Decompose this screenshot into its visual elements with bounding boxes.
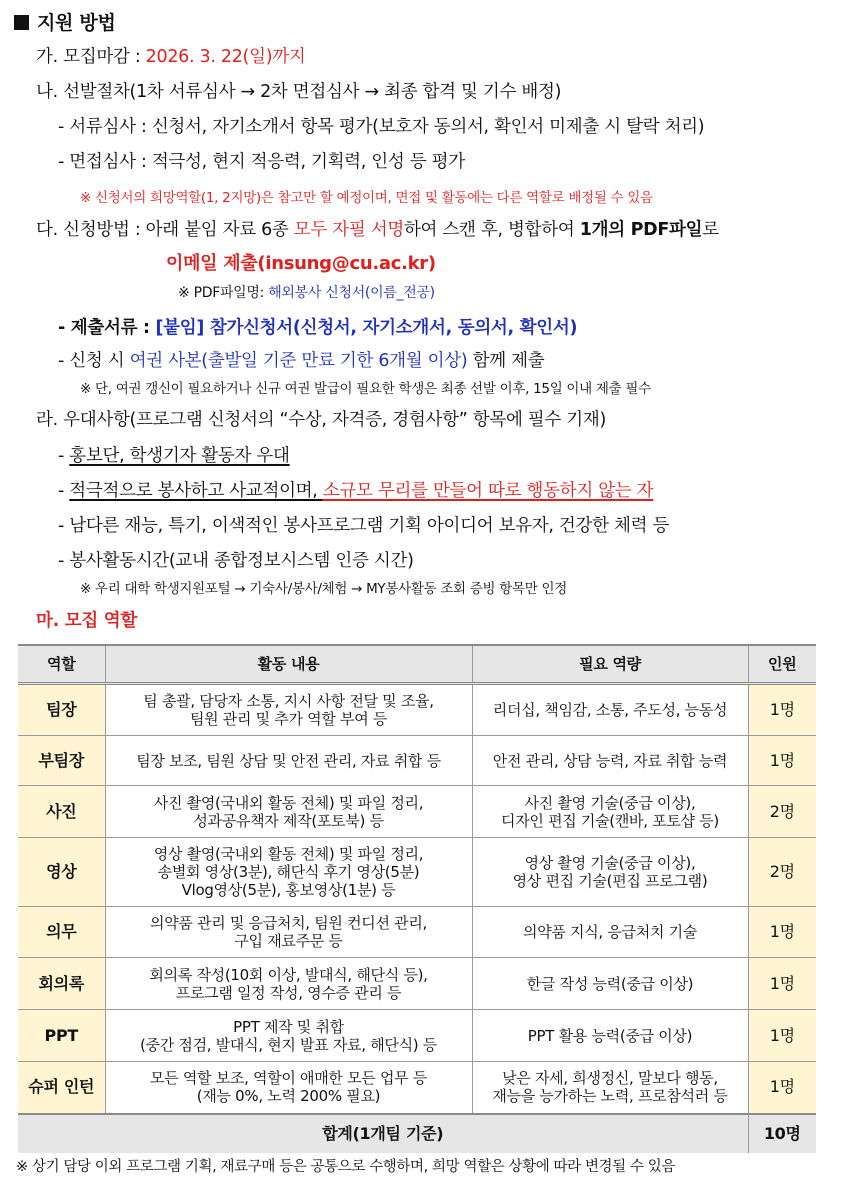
application-method bbox=[36, 216, 719, 241]
table-row bbox=[18, 736, 816, 786]
activity-cell: 모든 역할 보조, 역할이 애매한 모든 업무 등 (재능 0%, 노력 200% 필요) bbox=[105, 1062, 472, 1114]
skills-cell: 사진 촬영 기술(중급 이상), 디자인 편집 기술(캔바, 포토샵 등) bbox=[472, 786, 748, 838]
interview-review: - 면접심사 : 적극성, 현지 적응력, 기획력, 인성 등 평가 bbox=[58, 152, 465, 172]
activity-cell: PPT 제작 및 취합 (중간 점검, 발대식, 현지 발표 자료, 해단식) 등 bbox=[105, 1010, 472, 1062]
total-label: 합계(1개팀 기준) bbox=[18, 1114, 748, 1153]
activity-cell: 의약품 관리 및 응급처치, 팀원 컨디션 관리, 구입 재료주문 등 bbox=[105, 907, 472, 958]
deadline-line bbox=[36, 43, 305, 68]
skills-cell: PPT 활용 능력(중급 이상) bbox=[472, 1010, 748, 1062]
role-cell: 회의록 bbox=[18, 958, 105, 1010]
role-cell: 팀장 bbox=[18, 684, 105, 736]
section-heading: 지원 방법 bbox=[14, 8, 116, 35]
table-row bbox=[18, 786, 816, 838]
activity-cell: 팀 총괄, 담당자 소통, 지시 사항 전달 및 조율, 팀원 관리 및 추가 역할 부여 등 bbox=[105, 684, 472, 736]
application-text: 하여 스캔 후, 병합하여 bbox=[403, 220, 580, 240]
activity-cell: 회의록 작성(10회 이상, 발대식, 해단식 등), 프로그램 일정 작성, 영수증 관리 등 bbox=[105, 958, 472, 1010]
table-row bbox=[18, 958, 816, 1010]
document-review: - 서류심사 : 신청서, 자기소개서 항목 평가(보호자 동의서, 확인서 미제출 시 탈락 처리) bbox=[58, 117, 705, 137]
preference-item-3: - 남다른 재능, 특기, 이색적인 봉사프로그램 기획 아이디어 보유자, 건강한 체력 등 bbox=[58, 516, 670, 536]
count-cell: 2명 bbox=[748, 838, 816, 907]
dash: - bbox=[58, 481, 70, 501]
pdf-filename bbox=[178, 282, 435, 302]
role-cell: 의무 bbox=[18, 907, 105, 958]
preference-item-2-emphasis: 소규모 무리를 만들어 따로 행동하지 않는 자 bbox=[322, 481, 654, 501]
table-header-row bbox=[18, 645, 816, 684]
header-activity: 활동 내용 bbox=[105, 645, 472, 684]
filename-value: 해외봉사 신청서(이름_전공) bbox=[268, 285, 435, 301]
application-text: 로 bbox=[702, 220, 719, 240]
count-cell: 1명 bbox=[748, 1010, 816, 1062]
table-row bbox=[18, 1010, 816, 1062]
roles-table bbox=[18, 644, 816, 1153]
preference-item-1-text: 홍보단, 학생기자 활동자 우대 bbox=[69, 446, 290, 466]
application-text: 다. 신청방법 : 아래 붙임 자료 6종 bbox=[36, 220, 294, 240]
volunteer-hours-note: ※ 우리 대학 학생지원포털 → 기숙사/봉사/체험 → MY봉사활동 조회 증빙 항목만 인정 bbox=[80, 581, 567, 597]
filename-label: ※ PDF파일명: bbox=[178, 285, 269, 301]
header-role: 역할 bbox=[18, 645, 105, 684]
role-cell: 부팀장 bbox=[18, 736, 105, 786]
role-cell: 영상 bbox=[18, 838, 105, 907]
skills-cell: 한글 작성 능력(중급 이상) bbox=[472, 958, 748, 1010]
table-row bbox=[18, 838, 816, 907]
deadline-value: 2026. 3. 22(일)까지 bbox=[145, 47, 306, 67]
pdf-emphasis: 1개의 PDF파일 bbox=[579, 220, 703, 240]
passport-text: 함께 제출 bbox=[467, 351, 545, 371]
preference-item-1 bbox=[58, 442, 290, 467]
total-count: 10명 bbox=[748, 1114, 816, 1153]
header-count: 인원 bbox=[748, 645, 816, 684]
skills-cell: 리더십, 책임감, 소통, 주도성, 능동성 bbox=[472, 684, 748, 736]
preference-item-4: - 봉사활동시간(교내 종합정보시스템 인증 시간) bbox=[58, 551, 414, 571]
deadline-label: 가. 모집마감 : bbox=[36, 47, 146, 67]
selection-procedure: 나. 선발절차(1차 서류심사 → 2차 면접심사 → 최종 합격 및 기수 배정) bbox=[36, 82, 562, 102]
roles-title: 마. 모집 역할 bbox=[36, 611, 137, 631]
preference-item-2-text: 적극적으로 봉사하고 사교적이며, bbox=[69, 481, 323, 501]
activity-cell: 영상 촬영(국내외 활동 전체) 및 파일 정리, 송별회 영상(3분), 해단식 후기 영상(5분) Vlog영상(5분), 홍보영상(1분) 등 bbox=[105, 838, 472, 907]
footnote: ※ 상기 담당 이외 프로그램 기획, 재료구매 등은 공통으로 수행하며, 희망 역할은 상황에 따라 변경될 수 있음 bbox=[16, 1159, 676, 1175]
required-documents bbox=[58, 314, 577, 339]
count-cell: 1명 bbox=[748, 736, 816, 786]
preference-item-2 bbox=[58, 477, 653, 502]
count-cell: 2명 bbox=[748, 786, 816, 838]
docs-label: - 제출서류 : bbox=[58, 318, 156, 338]
skills-cell: 낮은 자세, 희생정신, 말보다 행동, 재능을 능가하는 노력, 프로참석러 등 bbox=[472, 1062, 748, 1114]
activity-cell: 팀장 보조, 팀원 상담 및 안전 관리, 자료 취합 등 bbox=[105, 736, 472, 786]
preference-label: 라. 우대사항(프로그램 신청서의 “수상, 자격증, 경험사항” 항목에 필수 기재) bbox=[36, 410, 607, 430]
passport-line bbox=[58, 347, 544, 372]
role-cell: 사진 bbox=[18, 786, 105, 838]
activity-cell: 사진 촬영(국내외 활동 전체) 및 파일 정리, 성과공유책자 제작(포토북) 등 bbox=[105, 786, 472, 838]
email-submission: 이메일 제출(insung@cu.ac.kr) bbox=[166, 253, 436, 274]
skills-cell: 영상 촬영 기술(중급 이상), 영상 편집 기술(편집 프로그램) bbox=[472, 838, 748, 907]
header-skills: 필요 역량 bbox=[472, 645, 748, 684]
count-cell: 1명 bbox=[748, 907, 816, 958]
passport-text: - 신청 시 bbox=[58, 351, 130, 371]
skills-cell: 의약품 지식, 응급처치 기술 bbox=[472, 907, 748, 958]
passport-emphasis: 여권 사본(출발일 기준 만료 기한 6개월 이상) bbox=[129, 351, 468, 371]
table-row bbox=[18, 684, 816, 736]
count-cell: 1명 bbox=[748, 958, 816, 1010]
count-cell: 1명 bbox=[748, 684, 816, 736]
docs-value: [붙임] 참가신청서(신청서, 자기소개서, 동의서, 확인서) bbox=[155, 318, 578, 338]
table-row bbox=[18, 907, 816, 958]
passport-note: ※ 단, 여권 갱신이 필요하거나 신규 여권 발급이 필요한 학생은 최종 선발 이후, 15일 이내 제출 필수 bbox=[80, 381, 651, 397]
total-row bbox=[18, 1114, 816, 1153]
table-row bbox=[18, 1062, 816, 1114]
dash: - bbox=[58, 446, 70, 466]
skills-cell: 안전 관리, 상담 능력, 자료 취합 능력 bbox=[472, 736, 748, 786]
role-cell: 슈퍼 인턴 bbox=[18, 1062, 105, 1114]
square-bullet-icon bbox=[14, 15, 29, 30]
role-cell: PPT bbox=[18, 1010, 105, 1062]
count-cell: 1명 bbox=[748, 1062, 816, 1114]
signature-emphasis: 모두 자필 서명 bbox=[293, 220, 404, 240]
selection-note: ※ 신청서의 희망역할(1, 2지망)은 참고만 할 예정이며, 면접 및 활동에는 다른 역할로 배정될 수 있음 bbox=[80, 190, 653, 206]
